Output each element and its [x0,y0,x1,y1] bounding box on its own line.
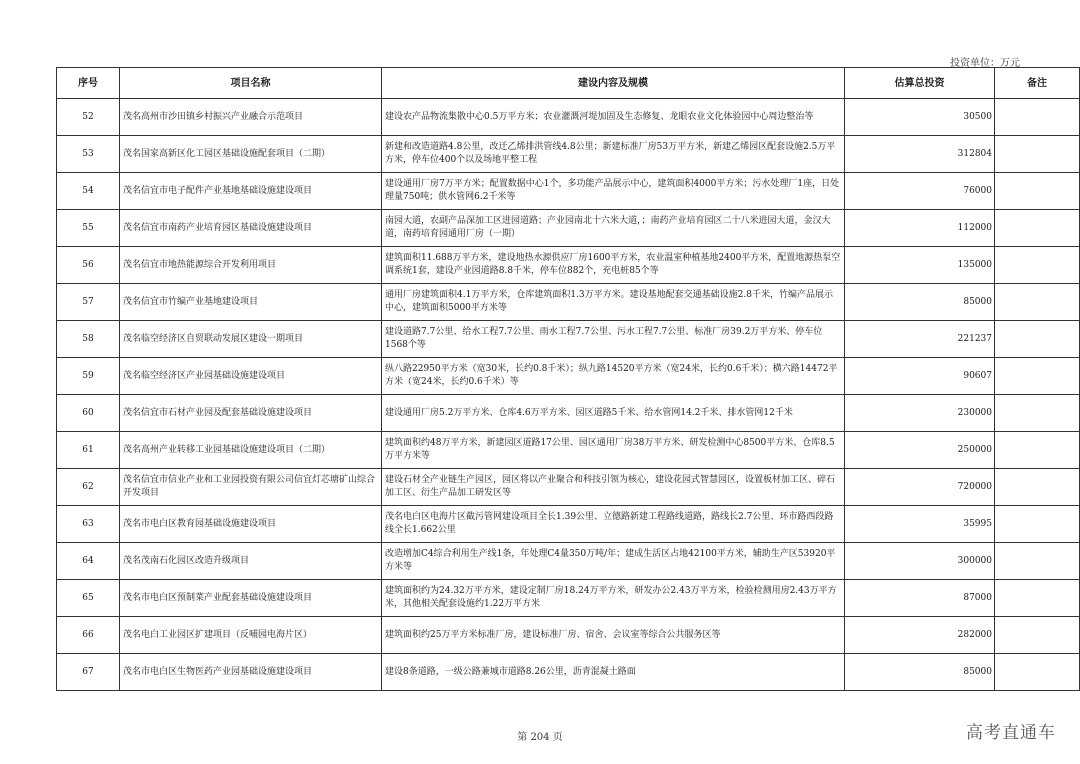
cell-investment: 30500 [845,99,995,136]
cell-remarks [995,432,1080,469]
cell-investment: 90607 [845,358,995,395]
cell-content: 建设农产品物流集散中心0.5万平方米；农业灌溉河堤加固及生态修复、龙眼农业文化体验园中心周边整治等 [382,99,845,136]
table-row [57,173,1080,210]
cell-investment: 300000 [845,543,995,580]
table-row [57,432,1080,469]
cell-remarks [995,136,1080,173]
cell-investment: 282000 [845,617,995,654]
cell-project-name: 茂名国家高新区化工园区基础设施配套项目（二期） [120,136,382,173]
cell-project-name: 茂名信宜市南药产业培育园区基础设施建设项目 [120,210,382,247]
cell-content: 建筑面积约为24.32万平方米，建设定制厂房18.24万平方米，研发办公2.43万平方米，检验检测用房2.43万平方米，其他相关配套设施约1.22万平方米 [382,580,845,617]
table-row [57,395,1080,432]
cell-project-name: 茂名市电白区教育园基础设施建设项目 [120,506,382,543]
cell-investment: 230000 [845,395,995,432]
cell-seq: 63 [57,506,120,543]
cell-remarks [995,247,1080,284]
cell-seq: 52 [57,99,120,136]
cell-remarks [995,469,1080,506]
table-row [57,210,1080,247]
table-row [57,654,1080,691]
cell-project-name: 茂名信宜市竹编产业基地建设项目 [120,284,382,321]
cell-investment: 87000 [845,580,995,617]
unit-label: 投资单位：万元 [950,58,1020,69]
table-row [57,506,1080,543]
cell-investment: 250000 [845,432,995,469]
cell-content: 纵八路22950平方米（宽30米，长约0.8千米）；纵九路14520平方米（宽24米，长约0.6千米）；横六路14472平方米（宽24米，长约0.6千米）等 [382,358,845,395]
cell-content: 新建和改造道路4.8公里，改迁乙烯排洪管线4.8公里；新建标准厂房53万平方米，新建乙烯园区配套设施2.5万平方米，停车位400个以及场地平整工程 [382,136,845,173]
cell-project-name: 茂名市电白区生物医药产业园基础设施建设项目 [120,654,382,691]
cell-content: 南园大道，农副产品深加工区进园道路；产业园南北十六米大道，；南药产业培育园区二十八米进园大道，金汉大道，南药培育园通用厂房（一期） [382,210,845,247]
cell-seq: 62 [57,469,120,506]
cell-project-name: 茂名临空经济区自贸联动发展区建设一期项目 [120,321,382,358]
cell-seq: 66 [57,617,120,654]
cell-remarks [995,543,1080,580]
cell-content: 建设通用厂房7万平方米；配置数据中心1个，多功能产品展示中心，建筑面积4000平方米；污水处理厂1座，日处理量750吨；供水管网6.2千米等 [382,173,845,210]
cell-remarks [995,173,1080,210]
cell-remarks [995,506,1080,543]
cell-investment: 112000 [845,210,995,247]
cell-investment: 221237 [845,321,995,358]
cell-seq: 54 [57,173,120,210]
header-investment: 估算总投资 [845,68,995,99]
cell-project-name: 茂名市电白区预制菜产业配套基础设施建设项目 [120,580,382,617]
cell-remarks [995,321,1080,358]
cell-remarks [995,99,1080,136]
header-seq: 序号 [57,68,120,99]
cell-investment: 312804 [845,136,995,173]
cell-seq: 59 [57,358,120,395]
table-row [57,247,1080,284]
cell-project-name: 茂名高州市沙田镇乡村振兴产业融合示范项目 [120,99,382,136]
cell-remarks [995,284,1080,321]
table-row [57,580,1080,617]
cell-seq: 55 [57,210,120,247]
table-header-row [57,68,1080,99]
table-row [57,617,1080,654]
cell-content: 建设石材全产业链生产园区，园区将以产业聚合和科技引领为核心，建设花园式智慧园区，设置板材加工区、碎石加工区、衍生产品加工研发区等 [382,469,845,506]
cell-content: 建设8条道路，一级公路兼城市道路8.26公里，沥青混凝土路面 [382,654,845,691]
cell-project-name: 茂名高州产业转移工业园基础设施建设项目（二期） [120,432,382,469]
cell-content: 建设道路7.7公里、给水工程7.7公里、雨水工程7.7公里、污水工程7.7公里、标准厂房39.2万平方米、停车位1568个等 [382,321,845,358]
table-row [57,543,1080,580]
cell-seq: 61 [57,432,120,469]
cell-seq: 57 [57,284,120,321]
header-content: 建设内容及规模 [382,68,845,99]
table-row [57,284,1080,321]
cell-seq: 53 [57,136,120,173]
cell-content: 改造增加C4综合利用生产线1条，年处理C4量350万吨/年；建成生活区占地42100平方米，辅助生产区53920平方米等 [382,543,845,580]
cell-remarks [995,580,1080,617]
cell-seq: 56 [57,247,120,284]
page-number: 第 204 页 [517,732,563,743]
cell-content: 通用厂房建筑面积4.1万平方米，仓库建筑面积1.3万平方米。建设基地配套交通基础设施2.8千米，竹编产品展示中心，建筑面积5000平方米等 [382,284,845,321]
cell-remarks [995,654,1080,691]
cell-project-name: 茂名信宜市信业产业和工业园投资有限公司信宜灯芯塘矿山综合开发项目 [120,469,382,506]
cell-project-name: 茂名临空经济区产业园基础设施建设项目 [120,358,382,395]
table-row [57,321,1080,358]
table-row [57,358,1080,395]
cell-project-name: 茂名信宜市电子配件产业基地基础设施建设项目 [120,173,382,210]
header-project-name: 项目名称 [120,68,382,99]
cell-investment: 76000 [845,173,995,210]
cell-project-name: 茂名电白工业园区扩建项目（反哺园电海片区） [120,617,382,654]
cell-seq: 67 [57,654,120,691]
cell-project-name: 茂名信宜市地热能源综合开发利用项目 [120,247,382,284]
cell-content: 茂名电白区电海片区截污管网建设项目全长1.39公里、立德路新建工程路线道路，路线长2.7公里、环市路西段路线全长1.662公里 [382,506,845,543]
header-remarks: 备注 [995,68,1080,99]
project-table [56,67,1080,691]
cell-investment: 720000 [845,469,995,506]
cell-content: 建筑面积11.688万平方米，建设地热水源供应厂房1600平方米，农业温室种植基地2400平方米，配置地源热泵空调系统1套，建设产业园道路8.8千米，停车位882个，充电桩85个等 [382,247,845,284]
cell-investment: 85000 [845,654,995,691]
cell-seq: 64 [57,543,120,580]
table-body [57,99,1080,691]
cell-content: 建设通用厂房5.2万平方米、仓库4.6万平方米、园区道路5千米、给水管网14.2千米、排水管网12千米 [382,395,845,432]
cell-remarks [995,617,1080,654]
cell-remarks [995,358,1080,395]
cell-project-name: 茂名信宜市石材产业园及配套基础设施建设项目 [120,395,382,432]
table-row [57,469,1080,506]
cell-investment: 35995 [845,506,995,543]
cell-project-name: 茂名茂南石化园区改造升级项目 [120,543,382,580]
cell-investment: 135000 [845,247,995,284]
cell-investment: 85000 [845,284,995,321]
cell-content: 建筑面积约25万平方米标准厂房，建设标准厂房、宿舍、会议室等综合公共服务区等 [382,617,845,654]
cell-seq: 60 [57,395,120,432]
cell-content: 建筑面积约48万平方米，新建园区道路17公里、园区通用厂房38万平方米、研发检测中心8500平方米、仓库8.5万平方米等 [382,432,845,469]
table-row [57,99,1080,136]
cell-remarks [995,395,1080,432]
cell-seq: 65 [57,580,120,617]
cell-remarks [995,210,1080,247]
table-row [57,136,1080,173]
watermark: 高考直通车 [966,723,1056,743]
cell-seq: 58 [57,321,120,358]
